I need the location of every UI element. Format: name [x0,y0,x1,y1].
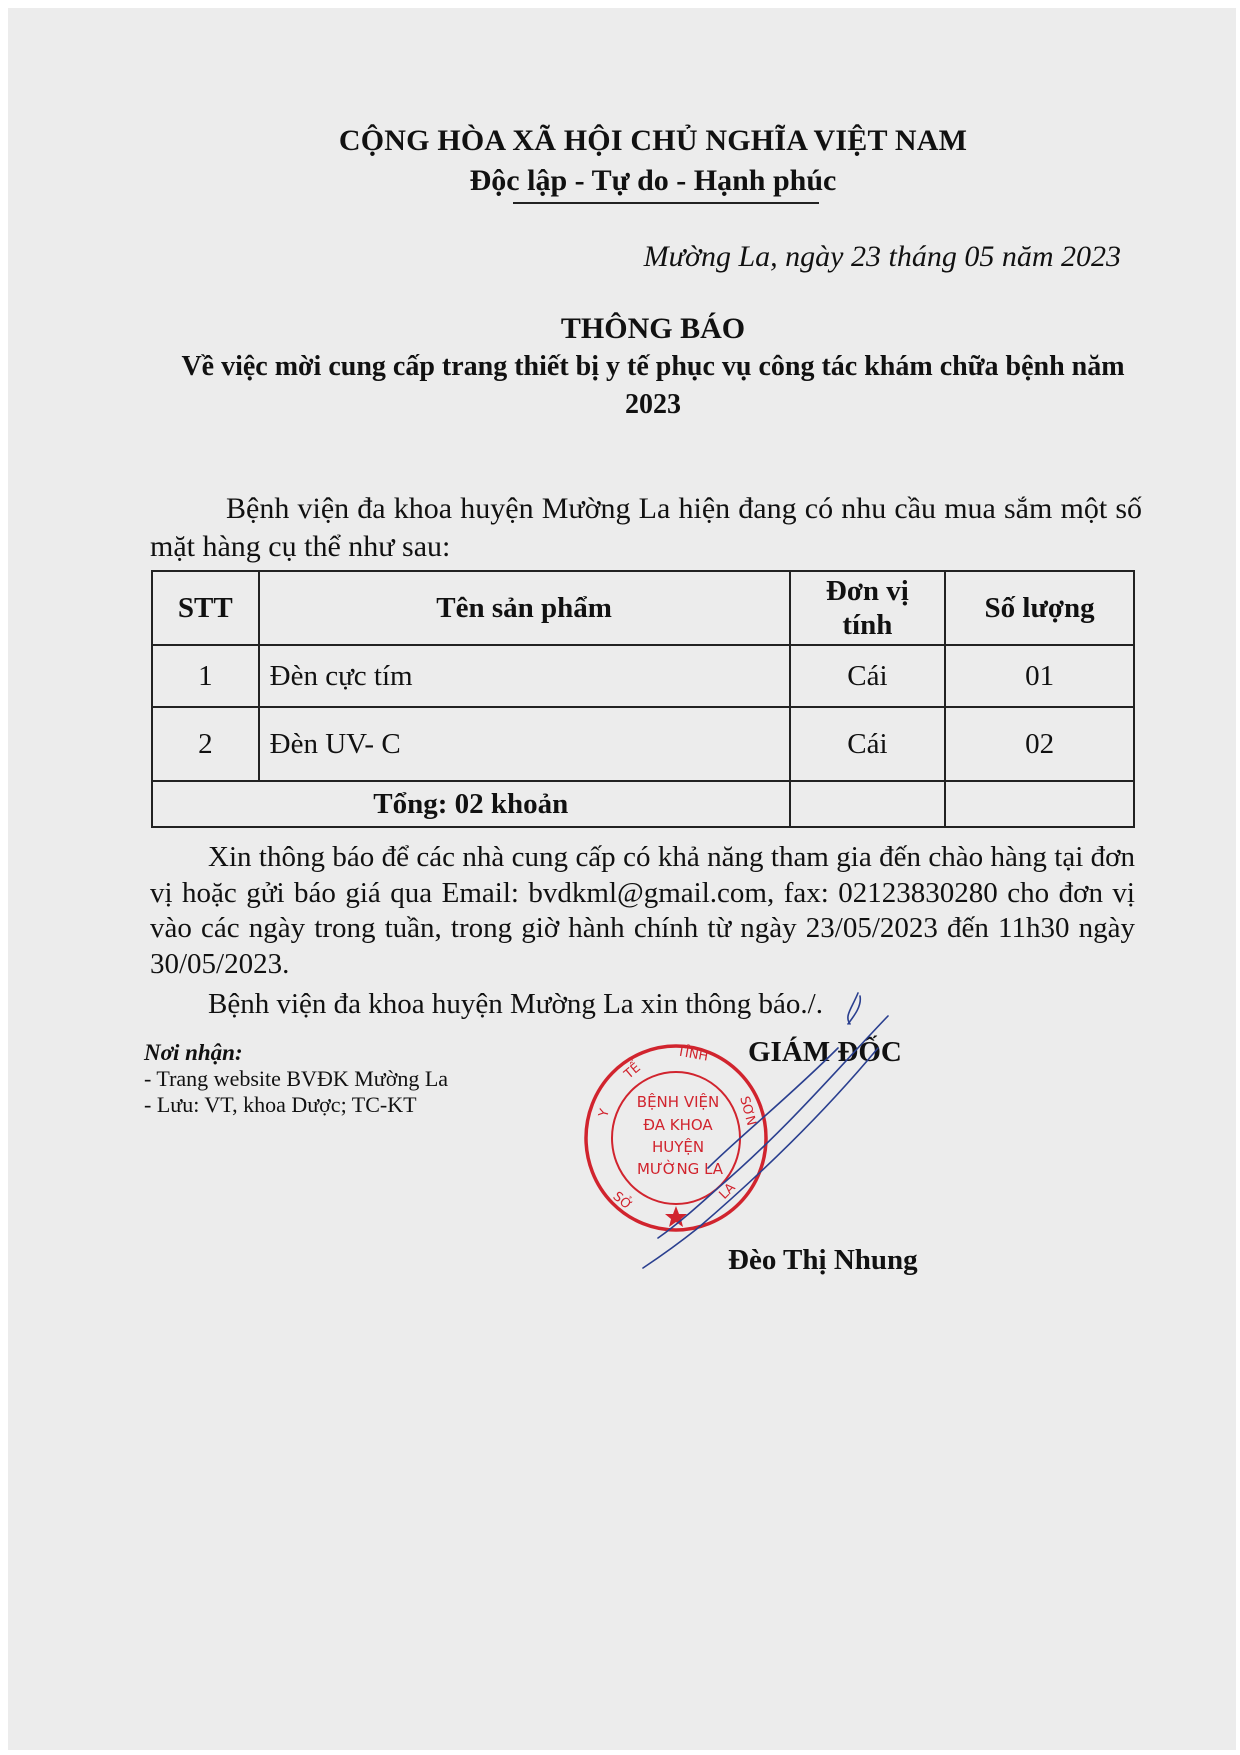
table-total-row [152,781,1134,827]
place-date: Mường La, ngày 23 tháng 05 năm 2023 [643,240,1121,273]
svg-text:TỈNH: TỈNH [675,1044,710,1065]
signer-name: Đèo Thị Nhung [728,1244,918,1276]
signer-role: GIÁM ĐỐC [748,1036,902,1068]
cell-total: Tổng: 02 khoản [152,781,790,827]
body-paragraph: Xin thông báo để các nhà cung cấp có khả năng tham gia đến chào hàng tại đơn vị hoặc gửi báo giá qua Email: bvdkml@gmail.com, fax: 02123830280 cho đơn vị vào các ngày trong tuần, trong giờ hành chính từ ngày 23/05/2023 đến 11h30 ngày 30/05/2023. [150,841,1135,980]
cell-unit: Cái [790,707,946,781]
table-row [152,645,1134,707]
svg-text:Y: Y [596,1107,613,1119]
intro-paragraph: Bệnh viện đa khoa huyện Mường La hiện đang có nhu cầu mua sắm một số mặt hàng cụ thể như sau: [150,492,1142,563]
notice-title: THÔNG BÁO [560,312,746,345]
cell-empty [945,781,1134,827]
handwritten-signature-icon [638,988,928,1288]
recipients-heading: Nơi nhận: [144,1040,243,1065]
table-header-row [152,571,1134,645]
document-page [8,8,1236,1750]
svg-text:SỞ: SỞ [609,1189,635,1214]
svg-text:TẾ: TẾ [621,1060,644,1083]
recipients-block [144,1040,448,1118]
header-stt: STT [152,571,259,645]
closing-line: Bệnh viện đa khoa huyện Mường La xin thông báo./. [208,988,823,1020]
svg-text:MƯỜNG LA: MƯỜNG LA [636,1160,724,1178]
svg-text:LA: LA [716,1180,739,1203]
notice-subject: Về việc mời cung cấp trang thiết bị y tế phục vụ công tác khám chữa bệnh năm 2023 [181,351,1125,420]
header-unit: Đơn vị tính [790,571,946,645]
svg-text:HUYỆN: HUYỆN [651,1138,705,1156]
national-title: CỘNG HÒA XÃ HỘI CHỦ NGHĨA VIỆT NAM [338,124,968,157]
cell-quantity: 01 [945,645,1134,707]
svg-text:BỆNH VIỆN: BỆNH VIỆN [636,1093,720,1111]
cell-quantity: 02 [945,707,1134,781]
recipient-item: - Trang website BVĐK Mường La [144,1066,449,1091]
header-product-name: Tên sản phẩm [259,571,790,645]
cell-unit: Cái [790,645,946,707]
svg-text:SƠN: SƠN [736,1094,759,1128]
cell-stt: 2 [152,707,259,781]
svg-text:ĐA KHOA: ĐA KHOA [643,1116,713,1134]
cell-empty [790,781,946,827]
cell-product-name: Đèn cực tím [259,645,790,707]
header-quantity: Số lượng [945,571,1134,645]
table-row [152,707,1134,781]
cell-product-name: Đèn UV- C [259,707,790,781]
cell-stt: 1 [152,645,259,707]
national-motto: Độc lập - Tự do - Hạnh phúc [469,164,837,197]
motto-underline [513,202,819,204]
items-table [151,570,1135,828]
recipient-item: - Lưu: VT, khoa Dược; TC-KT [144,1092,417,1117]
